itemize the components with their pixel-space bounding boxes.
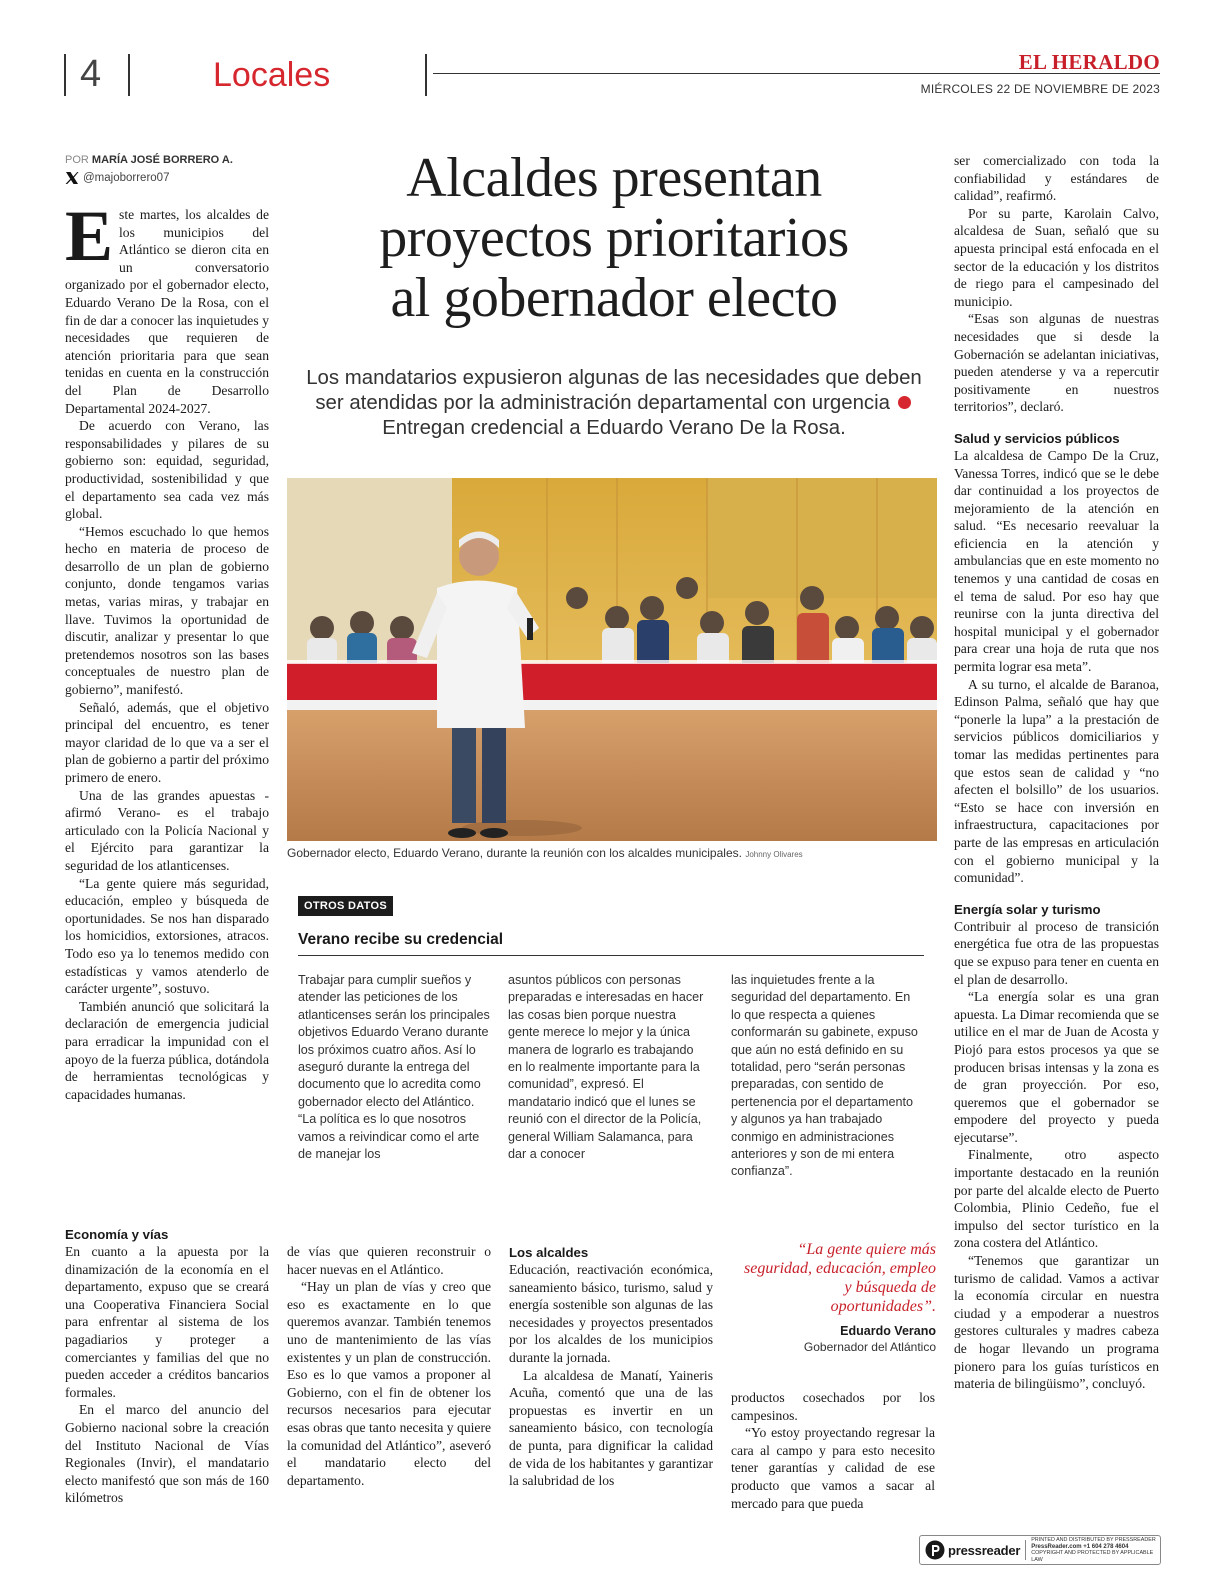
paragraph: En cuanto a la apuesta por la dinamización de la economía en el departamento, expuso que se creará una Cooperativa Financiera Social para enfrentar al sistema de los pagadiarios y proteger a comerciantes y familias del que no pueden acceder a créditos bancarios formales. bbox=[65, 1244, 269, 1400]
issue-date: MIÉRCOLES 22 DE NOVIEMBRE DE 2023 bbox=[920, 82, 1160, 96]
paragraph: Por su parte, Karolain Calvo, alcaldesa de Suan, señaló que su apuesta principal está enfocada en el sector de la educación y los distritos de riego para el campesinado del municipio. bbox=[954, 205, 1159, 309]
paragraph: De acuerdo con Verano, las responsabilidades y pilares de su gobierno son: equidad, seguridad, productividad, sostenibilidad y que el departamento sea cada vez más global. bbox=[65, 418, 269, 522]
paragraph: La alcaldesa de Campo De la Cruz, Vanessa Torres, indicó que se le debe dar continuidad a los proyectos de mejoramiento de la atención en salud. “Es necesario reevaluar la eficiencia en la atención y ambulancias que en este momento no tenemos y una cantidad de cosas en el tema de salud. Por eso hay que reunirse con la junta directiva del hospital municipal y el gobernador para crear una hoja de ruta que nos permita lograr esa meta”. bbox=[954, 447, 1159, 675]
column-2-bottom bbox=[287, 1243, 491, 1489]
paragraph: Educación, reactivación económica, saneamiento básico, turismo, salud y energía sostenible son algunas de las necesidades y proyectos presentados por los alcaldes de los municipios durante la jornada. bbox=[509, 1262, 713, 1365]
headline-line: al gobernador electo bbox=[390, 267, 838, 329]
paragraph: “Hemos escuchado lo que hemos hecho en materia de proceso de desarrollo de un plan de gobierno conjunto, donde tengamos varias metas, varias miras, y trabajar en llave. Tuvimos la oportunidad de discutir, analizar y presentar lo que pretendemos nosotros son las bases conceptuales de nuestro plan de gobierno”, manifestó. bbox=[65, 523, 269, 698]
paragraph: de vías que quieren reconstruir o hacer nuevas en el Atlántico. bbox=[287, 1244, 491, 1277]
pressreader-logo-text: pressreader bbox=[948, 1542, 1021, 1558]
paragraph: “Yo estoy proyectando regresar la cara al campo y para esto necesito tener garantías y calidad de ese producto que vamos a sacar al mercado para que pueda bbox=[731, 1425, 935, 1511]
drop-cap: E bbox=[65, 196, 114, 276]
paragraph: Señaló, además, que el objetivo principal del encuentro, es tener mayor claridad de lo que va a ser el plan de gobierno a partir del próximo primero de enero. bbox=[65, 699, 269, 785]
column-1 bbox=[65, 196, 269, 1103]
page-number: 4 bbox=[80, 53, 102, 95]
sidebar-column-2: asuntos públicos con personas preparadas e interesadas en hacer las cosas bien porque nuestra gente merece lo mejor y la única manera de lograrlo es trabajando en lo realmente importante para la comunidad”, expresó. El mandatario indicó que el lunes se reunió con el director de la Policía, general William Salamanca, para dar a conocer bbox=[508, 973, 704, 1162]
paragraph: A su turno, el alcalde de Baranoa, Edinson Palma, señaló que hay que “ponerle la lupa” a la prestación de servicios públicos domiciliarios y tomar las medidas pertinentes para que estos sean de calidad y “no afecten el bolsillo” de los usuarios. “Esto se hace con inversión en infraestructura, capacitaciones por parte de las empresas en articulación con el gobierno municipal y la comunidad”. bbox=[954, 676, 1159, 886]
byline-prefix: POR bbox=[65, 154, 89, 166]
headline-line: proyectos prioritarios bbox=[379, 207, 849, 269]
column-4-bottom bbox=[731, 1389, 935, 1512]
los-alcaldes-section bbox=[509, 1244, 713, 1490]
header-divider bbox=[425, 54, 427, 96]
masthead-logo: EL HERALDO bbox=[1018, 50, 1160, 74]
headline-line: Alcaldes presentan bbox=[406, 147, 822, 209]
main-photo bbox=[287, 478, 937, 841]
header-divider bbox=[128, 54, 130, 96]
pressreader-badge[interactable] bbox=[919, 1535, 1161, 1565]
pressreader-p-icon bbox=[925, 1540, 945, 1560]
economia-subhead: Economía y vías bbox=[65, 1227, 169, 1242]
paragraph: Finalmente, otro aspecto importante destacado en la reunión por parte del alcalde electo de Puerto Colombia, Plinio Cedeño, fue el impulso del sector turístico en la zona costera del Atlántico. bbox=[954, 1147, 1159, 1251]
photo-credit: Johnny Olivares bbox=[745, 850, 803, 859]
paragraph: ser comercializado con toda la confiabilidad y estándares de calidad”, reafirmó. bbox=[954, 153, 1159, 204]
pressreader-fineprint bbox=[1031, 1537, 1160, 1563]
header-divider bbox=[64, 54, 66, 96]
x-logo-icon bbox=[65, 171, 79, 185]
paragraph: La alcaldesa de Manatí, Yaineris Acuña, comentó que una de las propuestas es invertir en un saneamiento básico, con tecnología de punta, para dignificar la calidad de vida de los habitantes y garantizar la salubridad de los bbox=[509, 1367, 713, 1489]
deck bbox=[290, 366, 938, 441]
quote-name: Eduardo Verano bbox=[840, 1324, 936, 1338]
paragraph: Una de las grandes apuestas -afirmó Verano- es el trabajo articulado con la Policía Nacional y el Ejército para garantizar la seguridad de los atlanticenses. bbox=[65, 787, 269, 873]
salud-subhead: Salud y servicios públicos bbox=[954, 430, 1120, 446]
photo-caption: Gobernador electo, Eduardo Verano, durante la reunión con los alcaldes municipales. Johnny Olivares bbox=[287, 846, 803, 860]
paragraph: Contribuir al proceso de transición energética fue otra de las propuestas que se expuso para tener en cuenta en el plan de desarrollo. bbox=[954, 918, 1159, 987]
fineprint-line: PRINTED AND DISTRIBUTED BY PRESSREADER bbox=[1031, 1537, 1156, 1543]
twitter-handle: @majoborrero07 bbox=[83, 172, 170, 184]
paragraph: “Esas son algunas de nuestras necesidades que si desde la Gobernación se adelantan iniciativas, pueden atenderse y va a repercutir positivamente en nuestros territorios”, declaró. bbox=[954, 311, 1159, 415]
badge-divider bbox=[1025, 1540, 1026, 1560]
deck-text-2: Entregan credencial a Eduardo Verano De la Rosa. bbox=[382, 417, 846, 439]
energia-subhead: Energía solar y turismo bbox=[954, 901, 1101, 917]
paragraph: “La energía solar es una gran apuesta. La Dimar recomienda que se utilice en el mar de Juan de Acosta y Piojó para estos procesos ya que se producen brisas intensas y la zona es de gran proyección. Por eso, queremos que el gobernador se empodere del proyecto y pueda ejecutarse”. bbox=[954, 989, 1159, 1145]
headline bbox=[290, 148, 938, 328]
paragraph: “Hay un plan de vías y creo que eso es exactamente en lo que queremos avanzar. También tenemos uno de mantenimiento de las vías existentes y un plan de construcción. Eso es lo que vamos a proponer al Gobierno, con el fin de obtener los recursos necesarios para ejecutar esas obras que tanto necesita y quiere la comunidad del Atlántico”, aseveró el mandatario electo del departamento. bbox=[287, 1279, 491, 1488]
fineprint-line: COPYRIGHT AND PROTECTED BY APPLICABLE LAW bbox=[1031, 1550, 1154, 1563]
los-alcaldes-subhead: Los alcaldes bbox=[509, 1245, 589, 1260]
byline-social bbox=[65, 170, 169, 186]
paragraph: También anunció que solicitará la declaración de emergencia judicial para erradicar la impunidad con el apoyo de la fuerza pública, dotándola de herramientas tecnológicas y capacidades humanas. bbox=[65, 998, 269, 1102]
section-label: Locales bbox=[213, 56, 331, 94]
paragraph: productos cosechados por los campesinos. bbox=[731, 1390, 935, 1423]
paragraph: “Tenemos que garantizar un turismo de calidad. Vamos a activar la economía circular en nuestra ciudad y a empoderar a nuestros gestores culturales y madres cabeza de hogar llevando un programa pionero para los guías turísticos en materia de bilingüismo”, concluyó. bbox=[954, 1253, 1159, 1392]
deck-bullet-icon bbox=[898, 396, 911, 409]
sidebar-column-3: las inquietudes frente a la seguridad del departamento. En lo que respecta a quienes conformarán su gabinete, expuso que aún no está definido en su totalidad, pero “serán personas preparadas, con sentido de pertenencia por el departamento y algunos ya han trabajado conmigo en administraciones anteriores y son de mi entera confianza”. bbox=[731, 973, 918, 1179]
lead-paragraph: Este martes, los alcaldes de los municipios del Atlántico se dieron cita en un conversatorio organizado por el gobernador electo, Eduardo Verano De la Rosa, con el fin de dar a conocer las inquietudes y necesidades que requieren de atención prioritaria para que sean tenidas en cuenta en la construcción del Plan de Desarrollo Departamental 2024-2027. bbox=[65, 196, 269, 416]
quote-role: Gobernador del Atlántico bbox=[803, 1340, 936, 1354]
paragraph: En el marco del anuncio del Gobierno nacional sobre la creación del Instituto Nacional de Vías Regionales (Invir), el mandatario electo manifestó que son más de 160 kilómetros bbox=[65, 1402, 269, 1506]
sidebar-rule bbox=[298, 955, 924, 956]
right-column bbox=[954, 152, 1159, 1393]
byline bbox=[65, 153, 233, 167]
sidebar-column-1: Trabajar para cumplir sueños y atender las peticiones de los atlanticenses serán los principales objetivos Eduardo Verano durante los próximos cuatro años. Así lo aseguró durante la entrega del documento que lo acredita como gobernador electo del Atlántico. “La política es lo que nosotros vamos a reivindicar como el arte de manejar los bbox=[298, 973, 490, 1162]
deck-text: Los mandatarios expusieron algunas de las necesidades que deben ser atendidas por la administración departamental con urgencia bbox=[306, 367, 922, 414]
byline-author: MARÍA JOSÉ BORRERO A. bbox=[91, 154, 233, 166]
fineprint-line: PressReader.com +1 604 278 4604 bbox=[1031, 1543, 1129, 1550]
sidebar-title: Verano recibe su credencial bbox=[298, 931, 504, 948]
pull-quote: “La gente quiere más seguridad, educación, empleo y búsqueda de oportunidades”. bbox=[744, 1241, 936, 1315]
sidebar-tag: OTROS DATOS bbox=[298, 896, 393, 916]
paragraph: “La gente quiere más seguridad, educación, empleo y búsqueda de oportunidades. Se nos han disparado los homicidios, extorsiones, atracos. Todo eso ya lo tenemos medido con estadísticas y vamos atenderlo de carácter urgente”, sostuvo. bbox=[65, 875, 269, 997]
economia-section bbox=[65, 1226, 269, 1507]
